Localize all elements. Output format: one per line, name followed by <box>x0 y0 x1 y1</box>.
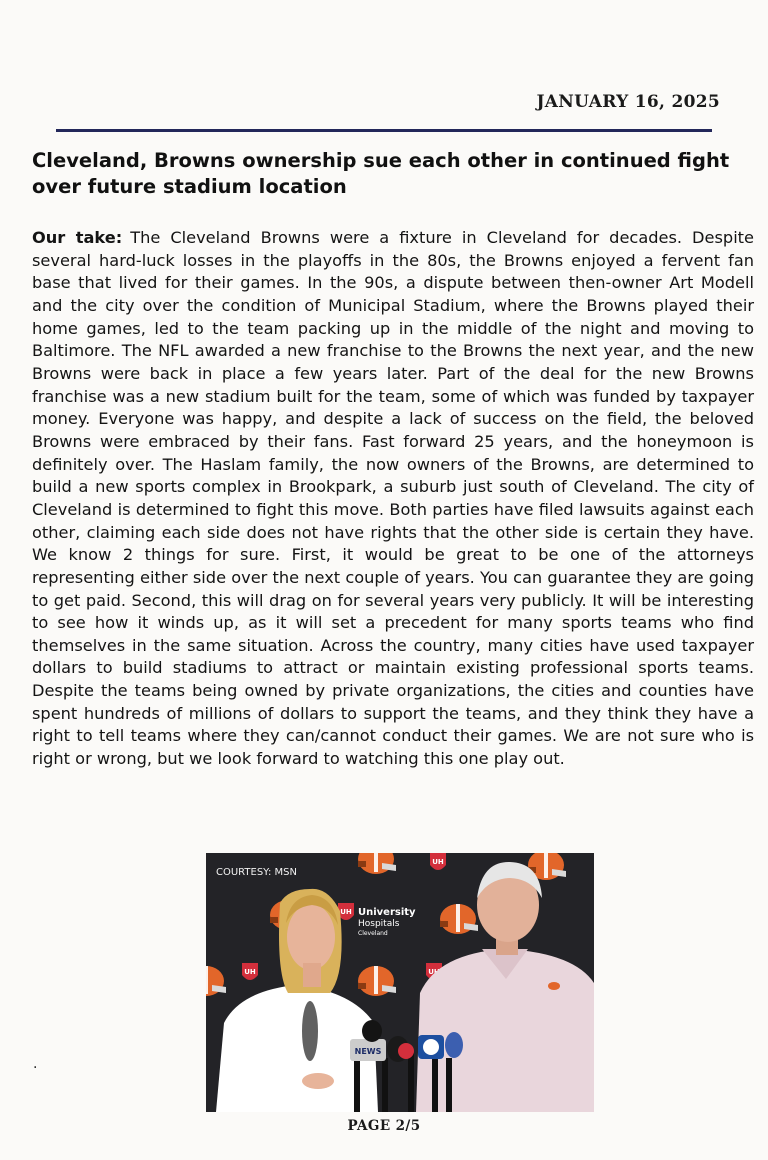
article-body-text: The Cleveland Browns were a fixture in Cleveland for decades. Despite several hard-luck losses in the playoffs in the 80s, the Browns enjoyed a fervent fan base that lived for their games. In the 90s, a dispute between then-owner Art Modell and the city over the condition of Municipal Stadium, where the Browns played their home games, led to the team packing up in the middle of the night and moving to Baltimore. The NFL awarded a new franchise to the Browns the next year, and the new Browns were back in place a few years later. Part of the deal for the new Browns franchise was a new stadium built for the team, some of which was funded by taxpayer money. Everyone was happy, and despite a lack of success on the field, the beloved Browns were embraced by their fans. Fast forward 25 years, and the honeymoon is definitely over. The Haslam family, the now owners of the Browns, are determined to build a new sports complex in Brookpark, a suburb just south of Cleveland. The city of Cleveland is determined to fight this move. Both parties have filed lawsuits against each other, claiming each side does not have rights that the other side is certain they have. We know 2 things for sure. First, it would be great to be one of the attorneys representing either side over the next couple of years. You can guarantee they are going to get paid. Second, this will drag on for several years very publicly. It will be interesting to see how it winds up, as it will set a precedent for many sports teams who find themselves in the same situation. Across the country, many cities have used taxpayer dollars to build stadiums to attract or maintain existing professional sports teams. Despite the teams being owned by private organizations, the cities and counties have spent hundreds of millions of dollars to support the teams, and they think they have a right to tell teams where they can/cannot conduct their games. We are not sure who is right or wrong, but we look forward to watching this one play out. <box>32 228 754 769</box>
backdrop-line-hospitals: Hospitals <box>358 919 400 929</box>
backdrop-line-university: University <box>358 907 416 918</box>
photo-credit: COURTESY: MSN <box>216 867 297 878</box>
backdrop-line-cleveland: Cleveland <box>358 930 388 937</box>
article-headline: Cleveland, Browns ownership sue each other in continued fight over future stadium location <box>32 149 730 198</box>
mic-flag-text: NEWS <box>354 1047 382 1056</box>
article-body <box>32 227 754 771</box>
stray-mark: . <box>33 1056 38 1072</box>
photo-illustration <box>206 853 594 1112</box>
press-conference-photo <box>206 853 594 1112</box>
our-take-label: Our take: <box>32 228 123 247</box>
header-rule <box>56 129 712 132</box>
page-number: PAGE 2/5 <box>347 1118 421 1134</box>
publication-date: JANUARY 16, 2025 <box>536 92 720 112</box>
